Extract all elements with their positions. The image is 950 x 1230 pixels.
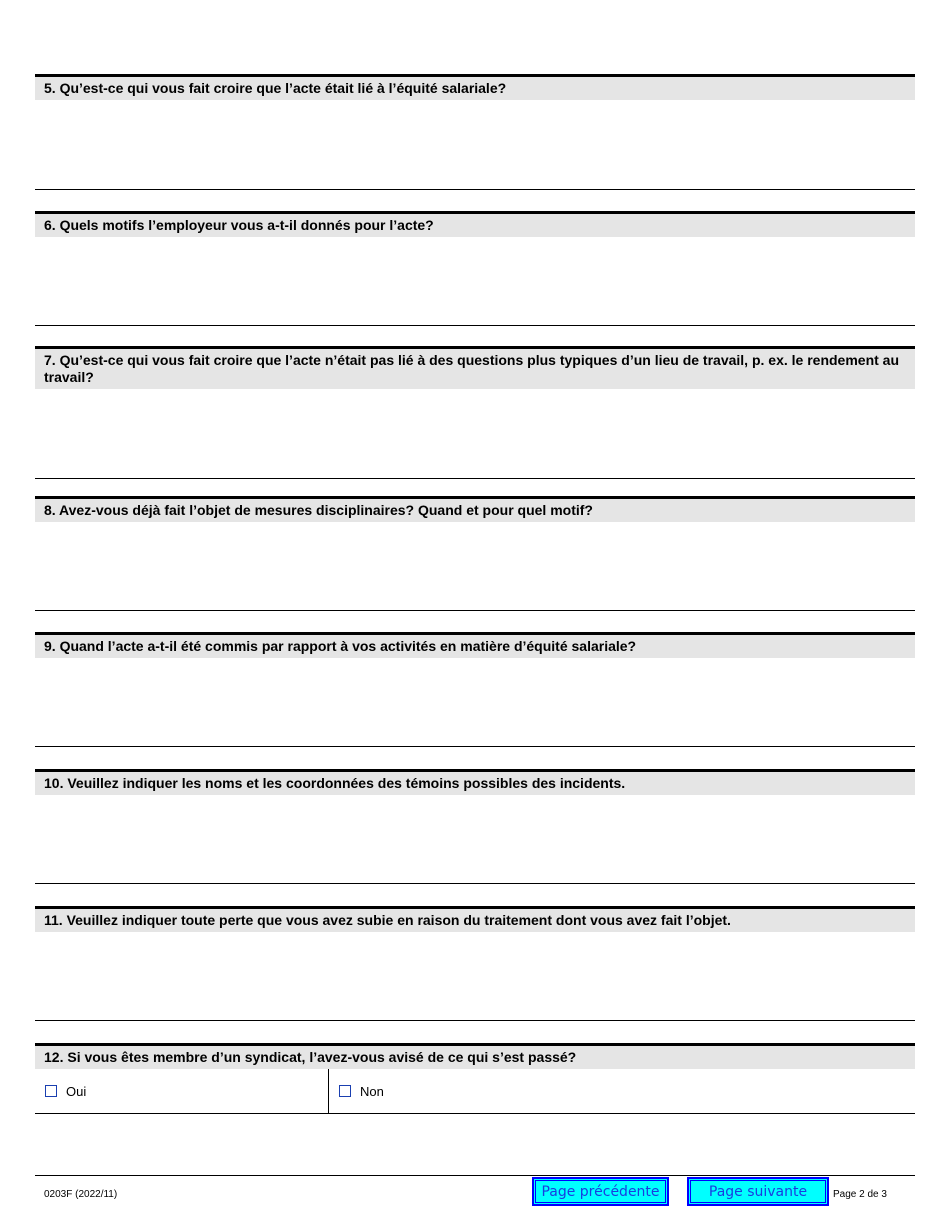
question-7-label: 7. Qu’est-ce qui vous fait croire que l’acte n’était pas lié à des questions plus typiques d’un lieu de travail, p. ex. le rendement au travail?: [35, 349, 915, 389]
question-6-label: 6. Quels motifs l’employeur vous a-t-il donnés pour l’acte?: [35, 214, 915, 237]
form-code: 0203F (2022/11): [44, 1189, 118, 1200]
option-oui[interactable]: [35, 1069, 329, 1113]
oui-checkbox[interactable]: [45, 1085, 57, 1097]
page-number: Page 2 de 3: [833, 1189, 887, 1200]
question-12-section: [35, 1043, 915, 1114]
previous-page-button[interactable]: [532, 1177, 669, 1206]
next-page-button[interactable]: [687, 1177, 829, 1206]
previous-page-label: Page précédente: [541, 1183, 660, 1200]
question-11-answer[interactable]: [35, 932, 915, 1021]
question-6-section: [35, 211, 915, 326]
question-10-section: [35, 769, 915, 884]
question-12-choices: [35, 1069, 915, 1114]
question-9-label: 9. Quand l’acte a-t-il été commis par rapport à vos activités en matière d’équité salariale?: [35, 635, 915, 658]
question-8-section: [35, 496, 915, 611]
option-non[interactable]: [329, 1069, 915, 1113]
question-11-section: [35, 906, 915, 1021]
question-10-answer[interactable]: [35, 795, 915, 884]
question-5-section: [35, 74, 915, 190]
next-page-label: Page suivante: [708, 1183, 808, 1200]
question-5-label: 5. Qu’est-ce qui vous fait croire que l’acte était lié à l’équité salariale?: [35, 77, 915, 100]
question-11-label: 11. Veuillez indiquer toute perte que vous avez subie en raison du traitement dont vous avez fait l’objet.: [35, 909, 915, 932]
question-8-label: 8. Avez-vous déjà fait l’objet de mesures disciplinaires? Quand et pour quel motif?: [35, 499, 915, 522]
question-8-answer[interactable]: [35, 522, 915, 611]
oui-label: Oui: [66, 1083, 87, 1099]
question-10-label: 10. Veuillez indiquer les noms et les coordonnées des témoins possibles des incidents.: [35, 772, 915, 795]
question-6-answer[interactable]: [35, 237, 915, 326]
non-label: Non: [360, 1083, 384, 1099]
footer-divider: [35, 1175, 915, 1176]
question-9-answer[interactable]: [35, 658, 915, 747]
question-12-label: 12. Si vous êtes membre d’un syndicat, l’avez-vous avisé de ce qui s’est passé?: [35, 1046, 915, 1069]
question-7-section: [35, 346, 915, 479]
question-9-section: [35, 632, 915, 747]
question-7-answer[interactable]: [35, 389, 915, 479]
non-checkbox[interactable]: [339, 1085, 351, 1097]
previous-page-button-frame: [535, 1180, 666, 1203]
next-page-button-frame: [690, 1180, 826, 1203]
question-5-answer[interactable]: [35, 100, 915, 190]
